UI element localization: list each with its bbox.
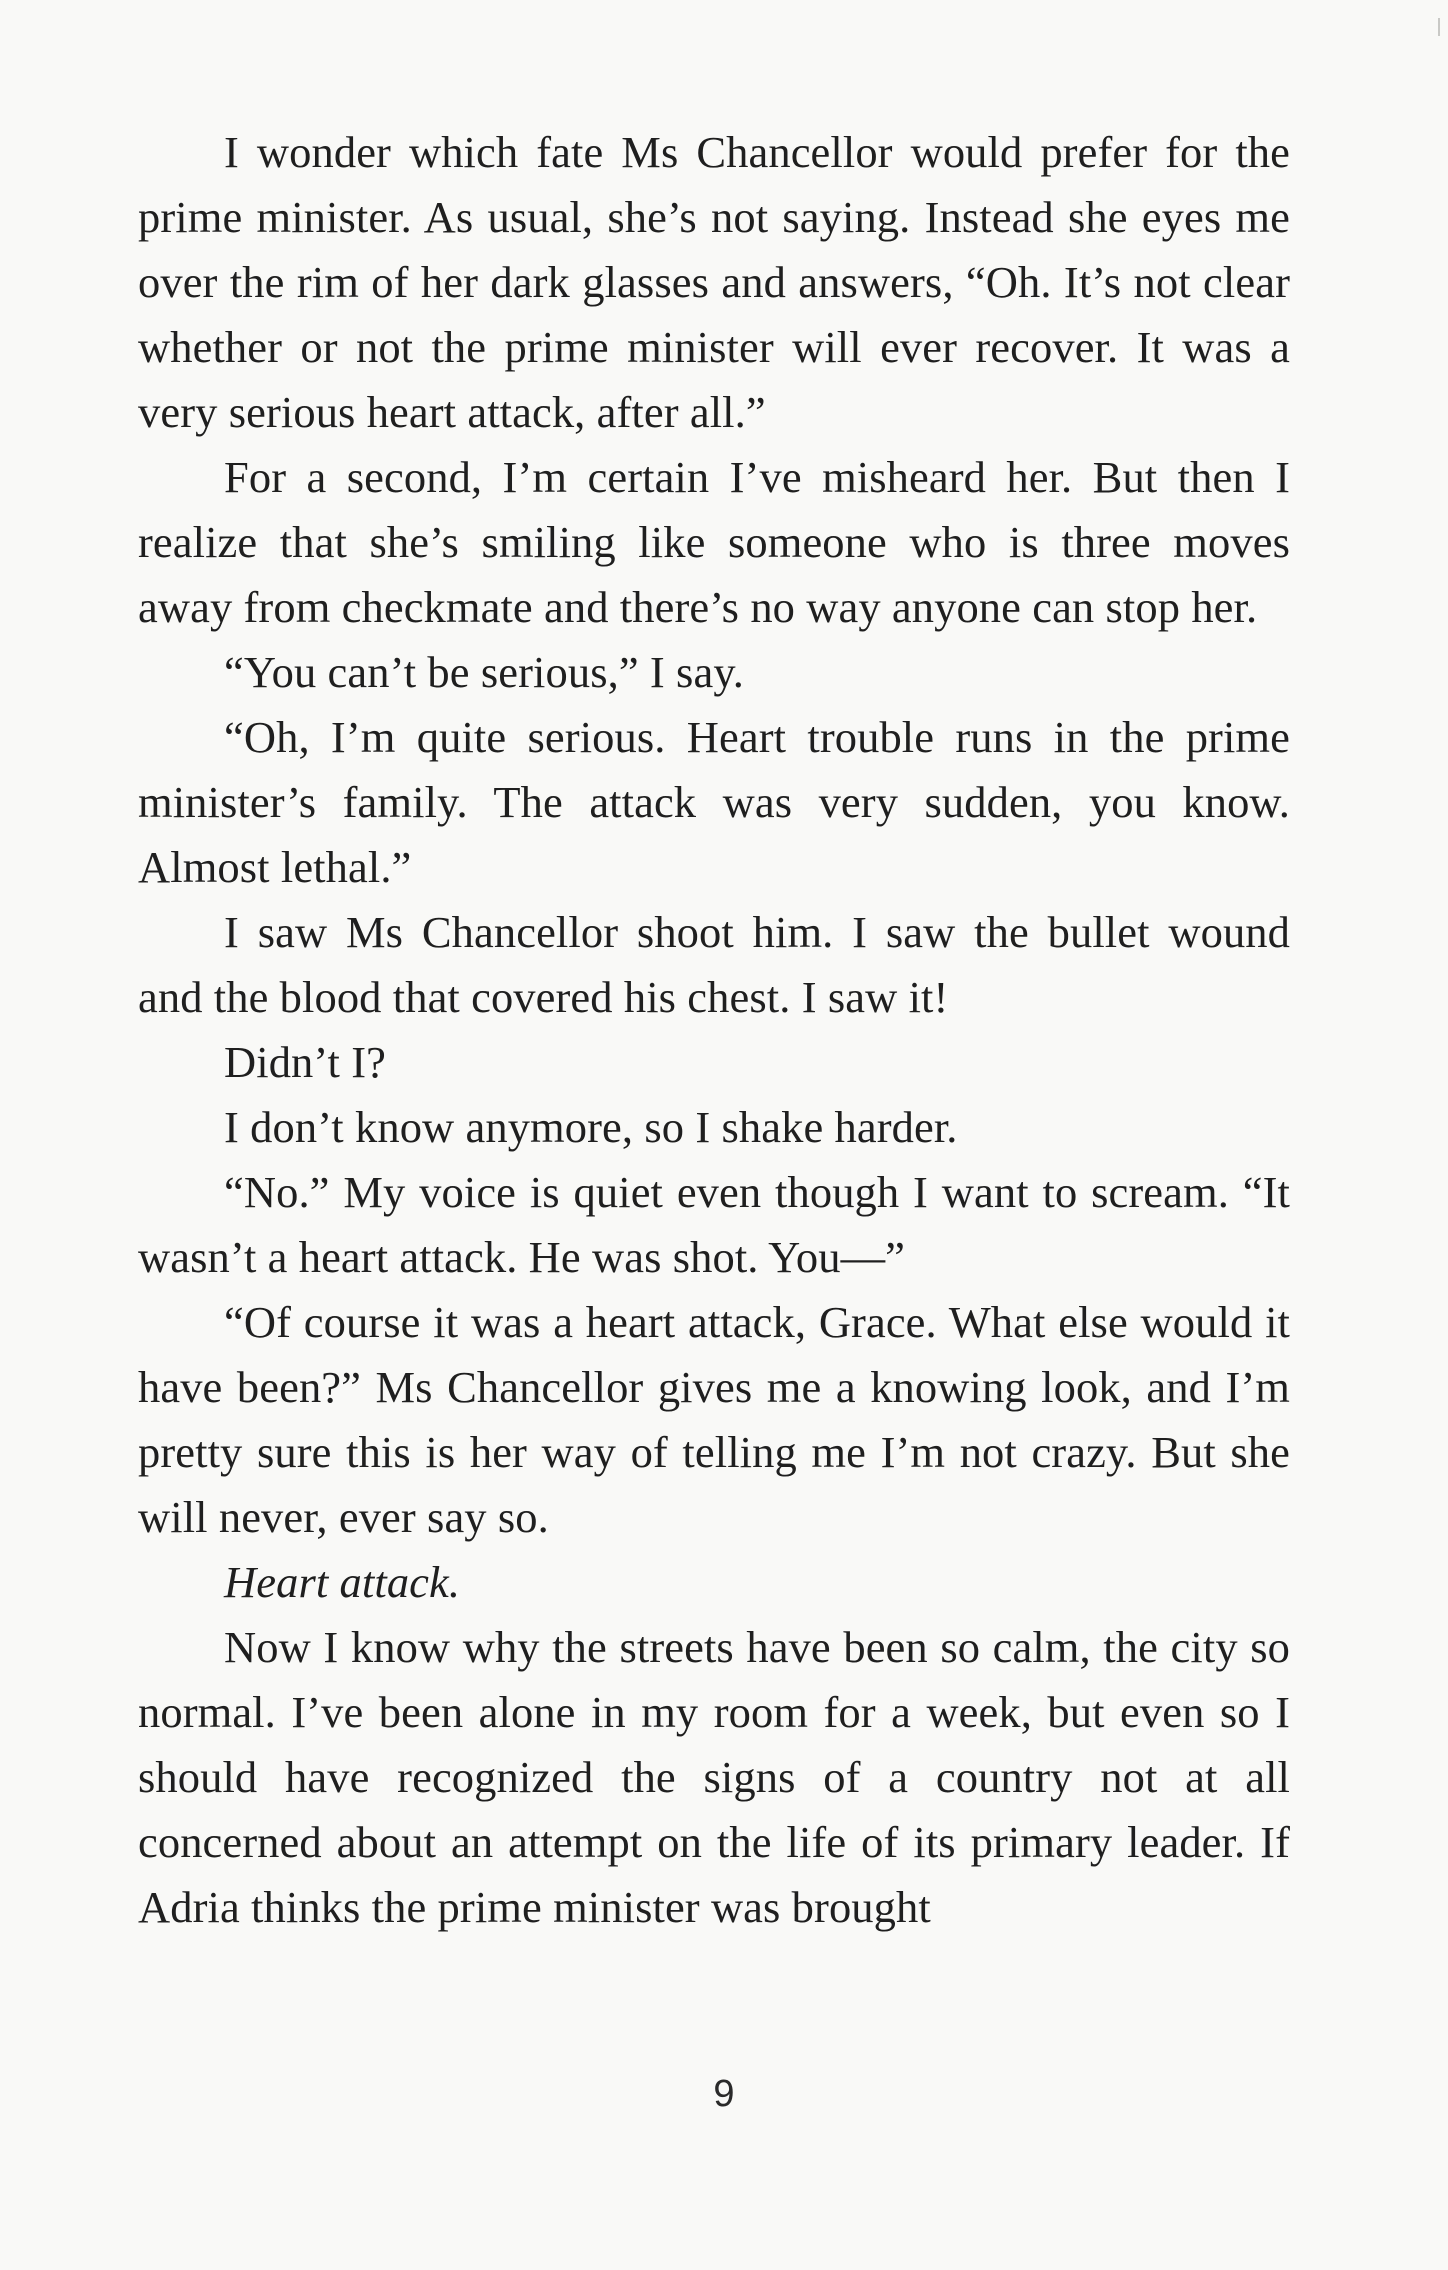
paragraph: “No.” My voice is quiet even though I want to scream. “It wasn’t a heart attack. He was shot. You—”: [138, 1167, 1290, 1282]
scan-mark: [1438, 18, 1440, 36]
paragraph: “Of course it was a heart attack, Grace. What else would it have been?” Ms Chancellor gives me a knowing look, and I’m pretty sure this is her way of telling me I’m not crazy. But she will never, ever say so.: [138, 1297, 1290, 1542]
italic-paragraph: Heart attack.: [224, 1557, 461, 1607]
page-number: 9: [713, 2073, 735, 2115]
paragraph: “Oh, I’m quite serious. Heart trouble runs in the prime minister’s family. The attack was very sudden, you know. Almost lethal.”: [138, 712, 1290, 892]
paragraph: Now I know why the streets have been so calm, the city so normal. I’ve been alone in my room for a week, but even so I should have recognized the signs of a country not at all concerned about an attempt on the life of its primary leader. If Adria thinks the prime minister was brought: [138, 1622, 1290, 1932]
paragraph: I wonder which fate Ms Chancellor would prefer for the prime minister. As usual, she’s not saying. Instead she eyes me over the rim of her dark glasses and answers, “Oh. It’s not clear whether or not the prime minister will ever recover. It was a very serious heart attack, after all.”: [138, 127, 1290, 437]
paragraph: “You can’t be serious,” I say.: [224, 647, 745, 697]
paragraph: Didn’t I?: [224, 1037, 386, 1087]
paragraph: For a second, I’m certain I’ve misheard her. But then I realize that she’s smiling like someone who is three moves away from checkmate and there’s no way anyone can stop her.: [138, 452, 1290, 632]
paragraph: I saw Ms Chancellor shoot him. I saw the bullet wound and the blood that covered his chest. I saw it!: [138, 907, 1290, 1022]
page-body: [138, 120, 1290, 1940]
paragraph: I don’t know anymore, so I shake harder.: [224, 1102, 958, 1152]
